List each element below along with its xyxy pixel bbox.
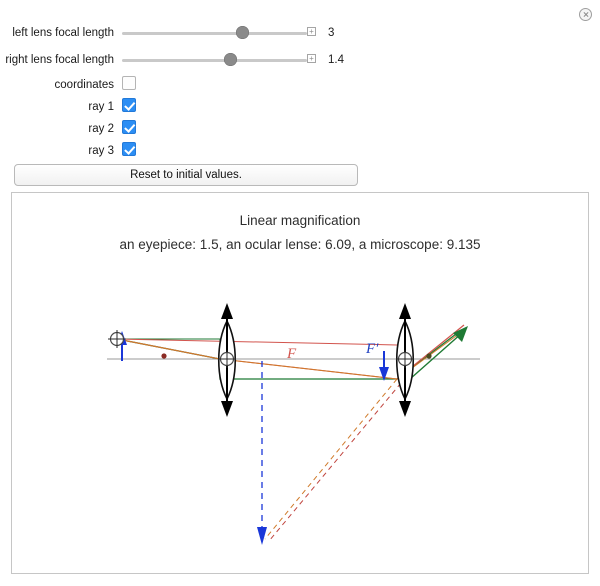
- checkbox-label-ray3: ray 3: [88, 145, 114, 157]
- graphics-panel: [11, 192, 589, 574]
- virtual-ray-dashed-red: [269, 383, 401, 541]
- slider-label-left-focal: left lens focal length: [12, 27, 114, 39]
- control-panel: [0, 0, 600, 192]
- slider-row-left-focal: [0, 22, 360, 44]
- focal-label-right: F′: [366, 341, 379, 357]
- slider-value-left-focal: 3: [328, 27, 335, 39]
- slider-row-right-focal: [0, 49, 360, 71]
- ray-2-red-upper: [117, 339, 397, 345]
- slider-label-right-focal: right lens focal length: [5, 54, 114, 66]
- focal-point-dot-left: [161, 353, 166, 358]
- close-icon[interactable]: [579, 8, 592, 21]
- slider-thumb[interactable]: [224, 53, 237, 66]
- locator-object[interactable]: [108, 330, 126, 348]
- checkbox-ray1[interactable]: [122, 98, 136, 117]
- checkbox-ray2[interactable]: [122, 120, 136, 139]
- graphic-title: Linear magnification: [239, 213, 361, 228]
- checkbox-coordinates[interactable]: [122, 76, 136, 95]
- slider-value-right-focal: 1.4: [328, 54, 344, 66]
- optics-diagram: [12, 193, 588, 573]
- ray-exit-green: [410, 333, 462, 379]
- focal-point-dot-right: [426, 353, 431, 358]
- checkbox-label-ray1: ray 1: [88, 101, 114, 113]
- checkbox-row-ray2: [0, 118, 200, 140]
- checkbox-row-ray3: [0, 140, 200, 162]
- slider-expand-icon[interactable]: +: [307, 54, 316, 63]
- checkbox-row-coordinates: [0, 74, 200, 96]
- virtual-image-arrowhead: [257, 527, 267, 545]
- slider-right-focal[interactable]: [122, 50, 322, 70]
- slider-track[interactable]: [122, 32, 307, 35]
- focal-label-left: F: [287, 346, 297, 362]
- graphic-subtitle: an eyepiece: 1.5, an ocular lense: 6.09, a microscope: 9.135: [119, 237, 481, 252]
- slider-track[interactable]: [122, 59, 307, 62]
- slider-expand-icon[interactable]: +: [307, 27, 316, 36]
- virtual-ray-dashed-orange: [265, 379, 397, 539]
- checkbox-label-ray2: ray 2: [88, 123, 114, 135]
- checkbox-ray3[interactable]: [122, 142, 136, 161]
- intermediate-image-arrow: [379, 351, 389, 381]
- slider-thumb[interactable]: [236, 26, 249, 39]
- reset-button[interactable]: Reset to initial values.: [14, 164, 358, 186]
- checkbox-row-ray1: [0, 96, 200, 118]
- slider-left-focal[interactable]: [122, 23, 322, 43]
- checkbox-label-coordinates: coordinates: [54, 79, 114, 91]
